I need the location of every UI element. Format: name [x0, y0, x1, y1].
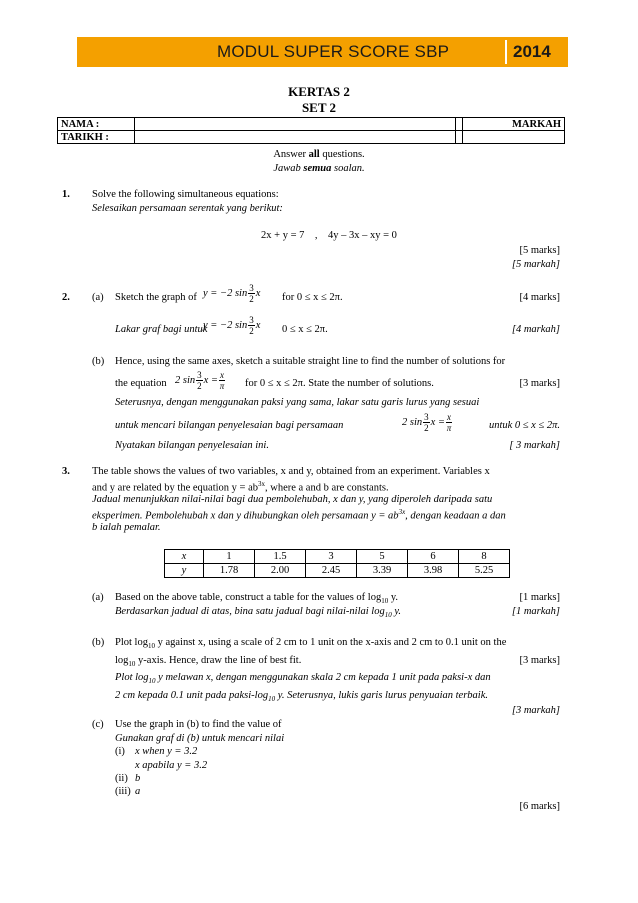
q3-number: 3. — [62, 466, 70, 477]
q3c-label: (c) — [92, 719, 104, 730]
q2a-label: (a) — [92, 292, 104, 303]
q2b-text-ms-2: untuk mencari bilangan penyelesaian bagi persamaan — [115, 420, 344, 431]
instruction-en: Answer all questions. — [273, 149, 365, 160]
q2a-domain-en: for 0 ≤ x ≤ 2π. — [282, 292, 343, 303]
date-label: TARIKH : — [58, 131, 135, 144]
q3a-label: (a) — [92, 592, 104, 603]
table-header-y: y — [165, 564, 204, 578]
table-cell: 1 — [204, 550, 255, 564]
q3c-i-label: (i) — [115, 746, 125, 757]
q1-marks-en: [5 marks] — [519, 245, 560, 256]
q3b-marks-ms: [3 markah] — [511, 705, 560, 716]
q2b-text-en-pre: the equation — [115, 378, 167, 389]
table-cell: 5.25 — [459, 564, 510, 578]
q3b-label: (b) — [92, 637, 105, 648]
q3a-marks-en: [1 marks] — [519, 592, 560, 603]
table-cell: 3.98 — [408, 564, 459, 578]
q2b-marks-ms: [ 3 markah] — [509, 440, 560, 451]
table-cell: 1.78 — [204, 564, 255, 578]
instruction-ms: Jawab semua soalan. — [273, 163, 365, 174]
q2a-text-en: Sketch the graph of — [115, 292, 197, 303]
set-title: SET 2 — [301, 100, 337, 115]
q1-equation: 2x + y = 7 , 4y – 3x – xy = 0 — [261, 230, 397, 241]
q2a-domain-ms: 0 ≤ x ≤ 2π. — [282, 324, 328, 335]
table-row-x — [165, 550, 510, 564]
q3a-text-ms: Berdasarkan jadual di atas, bina satu jadual bagi nilai-nilai $\log_{10} y$. — [115, 606, 402, 620]
q3b-text-en-2: $\log_{10}$ y-axis. Hence, draw the line of best fit. — [115, 655, 302, 669]
q3-text-ms-3: b ialah pemalar. — [92, 522, 161, 533]
banner-divider — [505, 40, 507, 64]
q3c-ii-label: (ii) — [115, 773, 128, 784]
table-cell: 1.5 — [255, 550, 306, 564]
header-banner — [77, 37, 568, 67]
q1-text-ms: Selesaikan persamaan serentak yang berikut: — [92, 203, 283, 214]
q3-text-ms-2: eksperimen. Pembolehubah x dan y dihubungkan oleh persamaan $y = ab^{3x}$, dengan keadaan a dan — [92, 508, 506, 522]
q2a-equation-ms: y = −2 sin $\frac{3}{2}$ x — [203, 315, 261, 336]
q3b-text-ms-1: Plot $\log_{10} y$ melawan x, dengan menggunakan skala 2 cm kepada 1 unit pada paksi-x dan — [115, 672, 491, 686]
q2b-label: (b) — [92, 356, 105, 367]
banner-title: MODUL SUPER SCORE SBP — [217, 42, 450, 61]
q3c-marks: [6 marks] — [519, 801, 560, 812]
banner-year: 2014 — [513, 42, 551, 61]
q2b-marks-en: [3 marks] — [519, 378, 560, 389]
table-cell: 3 — [306, 550, 357, 564]
table-row-y — [165, 564, 510, 578]
paper-title: KERTAS 2 — [288, 84, 350, 99]
table-cell: 2.00 — [255, 564, 306, 578]
q2b-text-ms-2-post: untuk 0 ≤ x ≤ 2π. — [488, 420, 560, 431]
experiment-data-table — [164, 549, 510, 578]
q2b-text-en-post: for 0 ≤ x ≤ 2π. State the number of solutions. — [245, 378, 434, 389]
date-field[interactable] — [135, 131, 456, 144]
q3b-marks-en: [3 marks] — [519, 655, 560, 666]
q3c-ii-text: b — [135, 773, 141, 784]
marks-label: MARKAH — [463, 118, 565, 131]
q2b-text-ms-3: Nyatakan bilangan penyelesaian ini. — [115, 440, 269, 451]
q3c-iii-label: (iii) — [115, 786, 131, 797]
q3b-text-ms-2: 2 cm kepada 0.1 unit pada paksi-$\log_{10}$ y. Seterusnya, lukis garis lurus penyuaian terbaik. — [115, 690, 489, 704]
table-header-x: x — [165, 550, 204, 564]
name-label: NAMA : — [58, 118, 135, 131]
q1-text-en: Solve the following simultaneous equations: — [92, 189, 279, 200]
q3a-text-en: Based on the above table, construct a table for the values of $\log_{10} y$. — [115, 592, 399, 606]
q3-text-en-2: and y are related by the equation $y = ab^{3x}$, where a and b are constants. — [92, 480, 389, 494]
q1-marks-ms: [5 markah] — [511, 259, 560, 270]
q2b-text-ms-1: Seterusnya, dengan menggunakan paksi yang sama, lakar satu garis lurus yang sesuai — [115, 397, 480, 408]
table-cell: 8 — [459, 550, 510, 564]
q3-text-ms-1: Jadual menunjukkan nilai-nilai bagi dua pembolehubah, x dan y, yang diperoleh daripada satu — [92, 494, 493, 505]
q2a-marks-en: [4 marks] — [519, 292, 560, 303]
q3c-text-ms: Gunakan graf di (b) untuk mencari nilai — [115, 733, 285, 744]
q2a-equation-en: y = −2 sin $\frac{3}{2}$ x — [203, 283, 261, 304]
q3c-text-en: Use the graph in (b) to find the value of — [115, 719, 282, 730]
q3-text-en-1: The table shows the values of two variables, x and y, obtained from an experiment. Variables x — [92, 466, 490, 477]
q3c-i-text-en: x when y = 3.2 — [135, 746, 198, 757]
q3b-text-en-1: Plot $\log_{10} y$ against x, using a scale of 2 cm to 1 unit on the x-axis and 2 cm to 0.1 unit on the — [115, 637, 507, 651]
q3a-marks-ms: [1 markah] — [511, 606, 560, 617]
q1-number: 1. — [62, 189, 70, 200]
q2b-equation-en: 2 sin $\frac{3}{2}$ x = $\frac{x}{\pi}$ — [175, 370, 225, 391]
q2b-text-en-1: Hence, using the same axes, sketch a suitable straight line to find the number of solutions for — [115, 356, 506, 367]
q2-number: 2. — [62, 292, 70, 303]
name-field[interactable] — [135, 118, 456, 131]
q2a-text-ms: Lakar graf bagi untuk — [115, 324, 208, 335]
table-cell: 2.45 — [306, 564, 357, 578]
table-cell: 3.39 — [357, 564, 408, 578]
student-info-table — [57, 117, 565, 144]
table-cell: 5 — [357, 550, 408, 564]
q3c-iii-text: a — [135, 786, 141, 797]
q2a-marks-ms: [4 markah] — [511, 324, 560, 335]
q2b-equation-ms: 2 sin $\frac{3}{2}$ x = $\frac{x}{\pi}$ — [402, 412, 452, 433]
q3c-i-text-ms: x apabila y = 3.2 — [135, 760, 208, 771]
table-cell: 6 — [408, 550, 459, 564]
